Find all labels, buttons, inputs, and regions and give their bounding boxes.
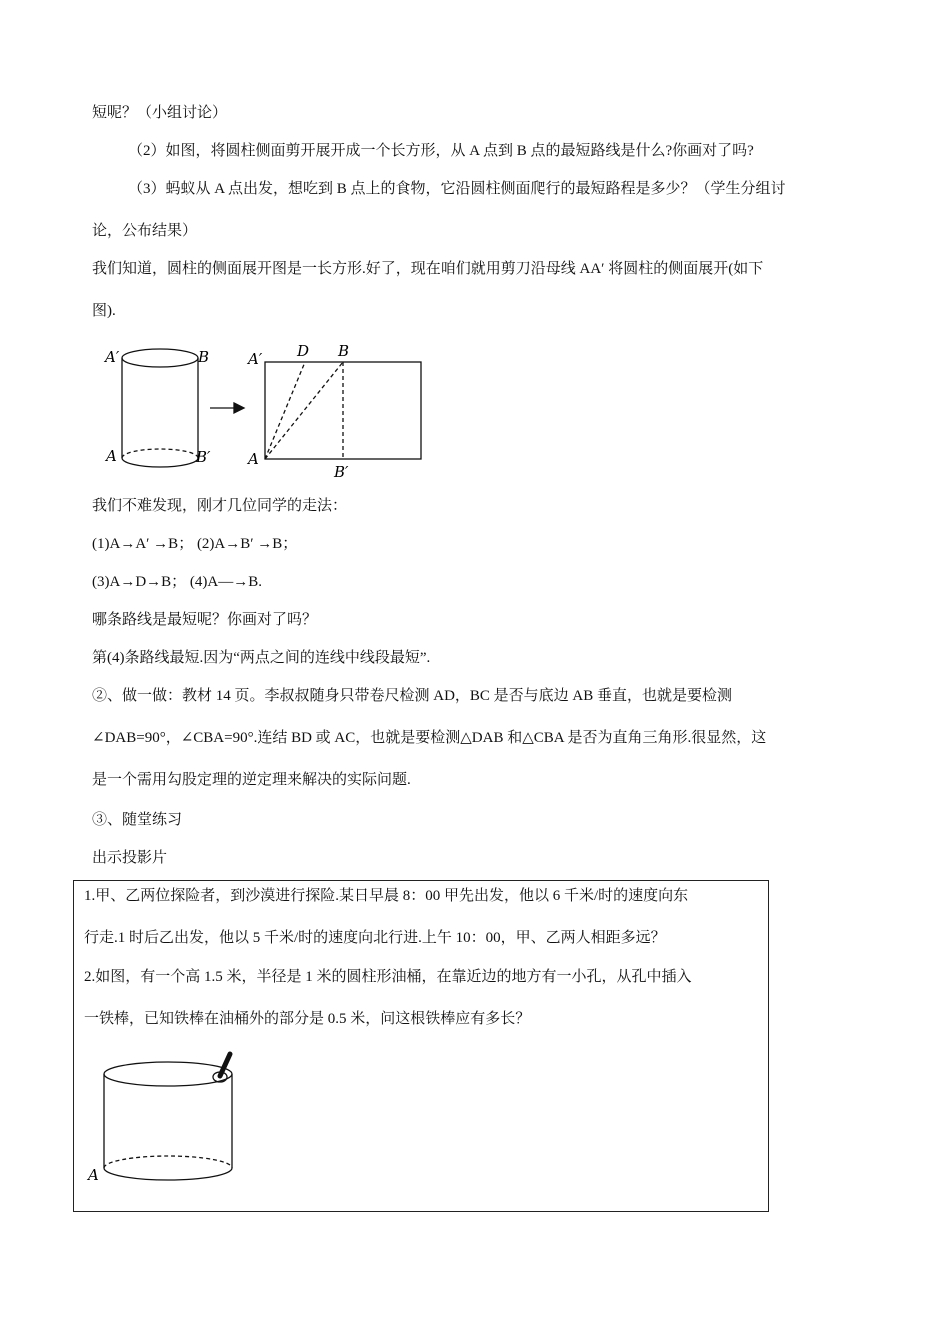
label-b-prime: B′ xyxy=(196,448,211,466)
cylinder-bottom-front xyxy=(122,458,198,467)
text-line: 哪条路线是最短呢？你画对了吗？ xyxy=(92,612,318,628)
text-line: （2）如图，将圆柱侧面剪开展开成一个长方形，从 A 点到 B 点的最短路线是什么?你画对了吗? xyxy=(128,143,754,159)
path-AB xyxy=(265,362,343,459)
text-line: ③、随堂练习 xyxy=(92,812,183,828)
label-a-prime: A′ xyxy=(105,348,120,366)
iron-rod xyxy=(220,1054,230,1076)
text-line: (1)A→A′ →B； (2)A→B′ →B； xyxy=(92,536,298,552)
drum-bottom-back xyxy=(104,1156,232,1168)
label-b-prime: B′ xyxy=(334,463,349,481)
exercise-box xyxy=(73,880,769,1212)
label-b: B xyxy=(198,348,210,366)
exercise-line: 1.甲、乙两位探险者，到沙漠进行探险.某日早晨 8：00 甲先出发，他以 6 千米/时的速度向东 xyxy=(84,888,689,904)
label-a: A xyxy=(106,447,117,465)
text-line: 是一个需用勾股定理的逆定理来解决的实际问题. xyxy=(92,772,411,788)
label-a: A xyxy=(88,1166,99,1184)
drum-bottom-front xyxy=(104,1168,232,1180)
text-line: 短呢？（小组讨论） xyxy=(92,105,228,121)
cylinder-bottom-back xyxy=(122,449,198,458)
label-a: A xyxy=(248,450,259,468)
oil-drum-figure xyxy=(82,1046,242,1186)
text-line: ②、做一做：教材 14 页。李叔叔随身只带卷尺检测 AD，BC 是否与底边 AB 垂直，也就是要检测 xyxy=(92,688,733,704)
label-d: D xyxy=(297,342,310,360)
text-line: 论，公布结果） xyxy=(92,223,198,239)
label-a-prime: A′ xyxy=(248,350,263,368)
path-AD xyxy=(265,362,305,459)
text-line: 第(4)条路线最短.因为“两点之间的连线中线段最短”. xyxy=(92,650,431,666)
drum-top-ellipse xyxy=(104,1062,232,1086)
arrow-head xyxy=(234,403,244,413)
exercise-line: 行走.1 时后乙出发，他以 5 千米/时的速度向北行进.上午 10：00，甲、乙两人相距多远？ xyxy=(84,930,666,946)
exercise-line: 一铁棒，已知铁棒在油桶外的部分是 0.5 米，问这根铁棒应有多长？ xyxy=(84,1011,531,1027)
exercise-line: 2.如图，有一个高 1.5 米，半径是 1 米的圆柱形油桶，在靠近边的地方有一小孔，从孔中插入 xyxy=(84,969,692,985)
text-line: （3）蚂蚁从 A 点出发，想吃到 B 点上的食物，它沿圆柱侧面爬行的最短路程是多少？（学生分组讨 xyxy=(128,181,786,197)
cylinder-unfold-figure xyxy=(100,338,440,483)
text-line: 我们知道，圆柱的侧面展开图是一长方形.好了，现在咱们就用剪刀沿母线 AA′ 将圆柱的侧面展开(如下 xyxy=(92,261,764,277)
text-line: 我们不难发现，刚才几位同学的走法： xyxy=(92,498,348,514)
text-line: 图). xyxy=(92,303,116,319)
cylinder-top-ellipse xyxy=(122,349,198,367)
text-line: 出示投影片 xyxy=(92,850,168,866)
text-line: (3)A→D→B； (4)A—→B. xyxy=(92,574,262,590)
text-line: ∠DAB=90°，∠CBA=90°.连结 BD 或 AC，也就是要检测△DAB 和△CBA 是否为直角三角形.很显然，这 xyxy=(92,730,767,746)
label-b: B xyxy=(338,342,350,360)
